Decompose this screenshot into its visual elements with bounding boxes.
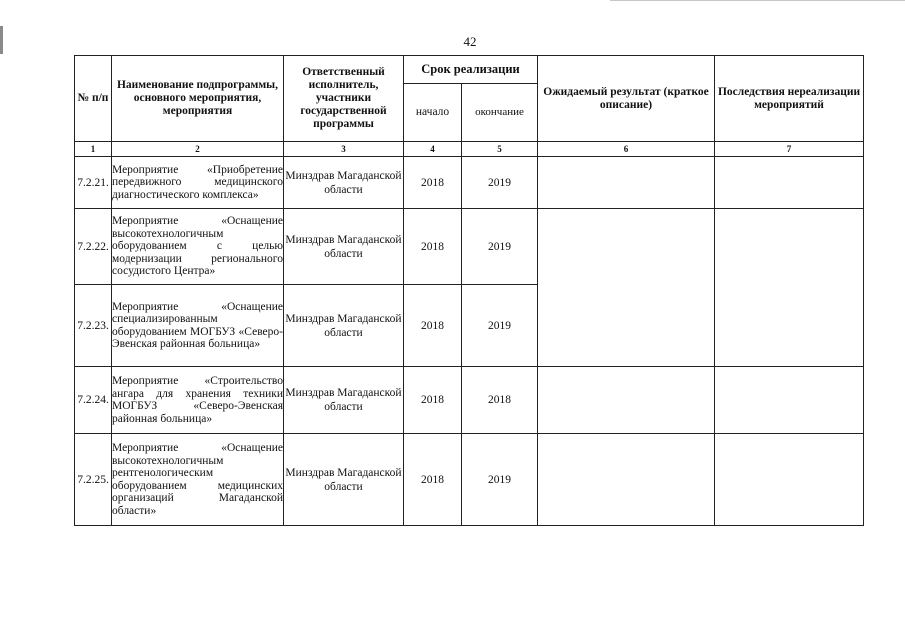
scan-top-line — [610, 0, 905, 1]
column-number: 5 — [462, 142, 538, 157]
header-row-1 — [75, 56, 864, 84]
table-row — [75, 367, 864, 434]
row-executor: Минздрав Магаданской области — [284, 367, 404, 434]
column-number: 1 — [75, 142, 112, 157]
row-end-year: 2019 — [462, 285, 538, 367]
column-number: 3 — [284, 142, 404, 157]
header-num: № п/п — [75, 56, 112, 142]
row-result — [538, 434, 715, 526]
row-end-year: 2019 — [462, 209, 538, 285]
row-name: Мероприятие «Оснащение высокотехнологичным оборудованием с целью модернизации регионального сосудистого Центра» — [112, 209, 284, 285]
row-executor: Минздрав Магаданской области — [284, 434, 404, 526]
row-consequence-merged — [715, 209, 864, 367]
row-start-year: 2018 — [404, 209, 462, 285]
table-row — [75, 157, 864, 209]
column-number-row — [75, 142, 864, 157]
header-end: окончание — [462, 84, 538, 142]
column-number: 6 — [538, 142, 715, 157]
row-consequence — [715, 434, 864, 526]
row-number: 7.2.25. — [75, 434, 112, 526]
row-name: Мероприятие «Приобретение передвижного медицинского диагностического комплекса» — [112, 157, 284, 209]
row-start-year: 2018 — [404, 434, 462, 526]
header-period: Срок реализации — [404, 56, 538, 84]
table-row — [75, 209, 864, 285]
page-number: 42 — [463, 34, 477, 49]
header-result: Ожидаемый результат (краткое описание) — [538, 56, 715, 142]
row-executor: Минздрав Магаданской области — [284, 209, 404, 285]
header-consequence: Последствия нереализации мероприятий — [715, 56, 864, 142]
row-result — [538, 367, 715, 434]
header-executor: Ответственный исполнитель, участники государственной программы — [284, 56, 404, 142]
row-name: Мероприятие «Строительство ангара для хранения техники МОГБУЗ «Северо-Эвенская районная больница» — [112, 367, 284, 434]
header-name: Наименование подпрограммы, основного мероприятия, мероприятия — [112, 56, 284, 142]
row-executor: Минздрав Магаданской области — [284, 157, 404, 209]
row-consequence — [715, 157, 864, 209]
row-result-merged — [538, 209, 715, 367]
row-consequence — [715, 367, 864, 434]
row-name: Мероприятие «Оснащение высокотехнологичным рентгенологическим оборудованием медицинских организаций Магаданской области» — [112, 434, 284, 526]
row-end-year: 2018 — [462, 367, 538, 434]
row-end-year: 2019 — [462, 157, 538, 209]
program-table — [74, 55, 864, 526]
row-result — [538, 157, 715, 209]
row-number: 7.2.21. — [75, 157, 112, 209]
row-start-year: 2018 — [404, 285, 462, 367]
row-start-year: 2018 — [404, 157, 462, 209]
table-row — [75, 434, 864, 526]
row-start-year: 2018 — [404, 367, 462, 434]
row-end-year: 2019 — [462, 434, 538, 526]
row-number: 7.2.22. — [75, 209, 112, 285]
row-name: Мероприятие «Оснащение специализированным оборудованием МОГБУЗ «Северо-Эвенская районная больница» — [112, 285, 284, 367]
row-number: 7.2.23. — [75, 285, 112, 367]
column-number: 4 — [404, 142, 462, 157]
row-executor: Минздрав Магаданской области — [284, 285, 404, 367]
header-start: начало — [404, 84, 462, 142]
column-number: 7 — [715, 142, 864, 157]
row-number: 7.2.24. — [75, 367, 112, 434]
column-number: 2 — [112, 142, 284, 157]
